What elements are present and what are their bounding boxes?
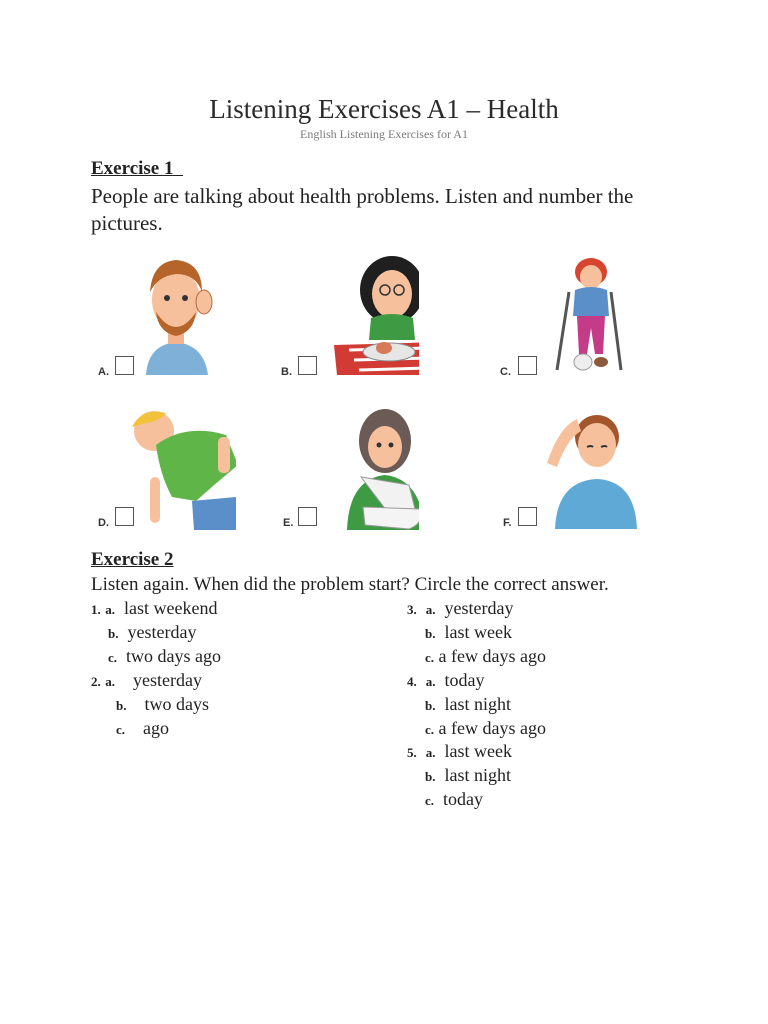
option-text: last night	[444, 765, 511, 785]
question-number: 3.	[407, 602, 417, 617]
picture-label: E.	[283, 517, 294, 529]
answer-box-d[interactable]	[115, 507, 134, 526]
answer-box-b[interactable]	[298, 356, 317, 375]
picture-label: A.	[98, 366, 109, 378]
option-letter: a.	[105, 602, 115, 617]
option-letter: a.	[105, 674, 115, 689]
option-letter: a.	[425, 602, 436, 617]
picture-b	[279, 250, 419, 378]
question-number: 1.	[91, 602, 101, 617]
answer-box-f[interactable]	[518, 507, 537, 526]
option-text: today	[444, 670, 485, 690]
question-number: 5.	[407, 745, 417, 760]
option-text: last week	[444, 741, 512, 761]
exercise-2-instructions: Listen again. When did the problem start? Circle the correct answer.	[91, 574, 609, 595]
option-text: yesterday	[127, 622, 197, 642]
exercise-1-heading: Exercise 1	[91, 158, 183, 179]
option-text: last weekend	[124, 598, 218, 618]
picture-e	[279, 405, 419, 530]
answer-option[interactable]	[116, 718, 169, 739]
option-text: ago	[143, 718, 170, 738]
option-text: two days ago	[126, 646, 222, 666]
picture-label: C.	[500, 366, 511, 378]
option-letter: b.	[425, 698, 436, 713]
question-number: 4.	[407, 674, 417, 689]
answer-option[interactable]	[425, 789, 483, 810]
picture-c	[497, 250, 637, 378]
option-text: a few days ago	[438, 646, 546, 666]
picture-label: F.	[503, 517, 512, 529]
option-letter: a.	[425, 745, 436, 760]
option-text: last week	[444, 622, 512, 642]
option-letter: c.	[425, 722, 435, 737]
answer-box-c[interactable]	[518, 356, 537, 375]
answer-option[interactable]	[425, 646, 546, 667]
option-text: a few days ago	[438, 718, 546, 738]
picture-label: D.	[98, 517, 109, 529]
option-text: today	[443, 789, 484, 809]
option-letter: c.	[425, 650, 435, 665]
option-letter: c.	[108, 650, 118, 665]
option-letter: c.	[116, 722, 126, 737]
answer-option[interactable]	[116, 694, 209, 715]
answer-option[interactable]	[407, 598, 513, 619]
answer-box-e[interactable]	[298, 507, 317, 526]
option-text: yesterday	[444, 598, 514, 618]
question-number: 2.	[91, 674, 101, 689]
answer-option[interactable]	[407, 741, 512, 762]
page-title: Listening Exercises A1 – Health	[209, 94, 559, 124]
option-letter: c.	[425, 793, 435, 808]
picture-a	[96, 250, 236, 378]
picture-label: B.	[281, 366, 292, 378]
answer-option[interactable]	[425, 765, 511, 786]
exercise-1-instructions: People are talking about health problems. Listen and number the pictures.	[91, 184, 634, 235]
option-letter: b.	[116, 698, 127, 713]
answer-option[interactable]	[91, 670, 202, 691]
picture-d	[96, 405, 236, 530]
option-letter: b.	[425, 626, 436, 641]
answer-box-a[interactable]	[115, 356, 134, 375]
answer-option[interactable]	[108, 622, 196, 643]
answer-option[interactable]	[91, 598, 217, 619]
option-letter: b.	[425, 769, 436, 784]
answer-option[interactable]	[407, 670, 485, 691]
answer-option[interactable]	[425, 694, 511, 715]
page-subtitle: English Listening Exercises for A1	[300, 127, 468, 141]
option-text: two days	[144, 694, 209, 714]
exercise-2-heading: Exercise 2	[91, 549, 174, 570]
option-text: last night	[444, 694, 511, 714]
answer-option[interactable]	[425, 622, 512, 643]
answer-option[interactable]	[108, 646, 221, 667]
option-text: yesterday	[133, 670, 202, 690]
answer-option[interactable]	[425, 718, 546, 739]
option-letter: a.	[425, 674, 436, 689]
picture-f	[497, 405, 637, 530]
option-letter: b.	[108, 626, 119, 641]
